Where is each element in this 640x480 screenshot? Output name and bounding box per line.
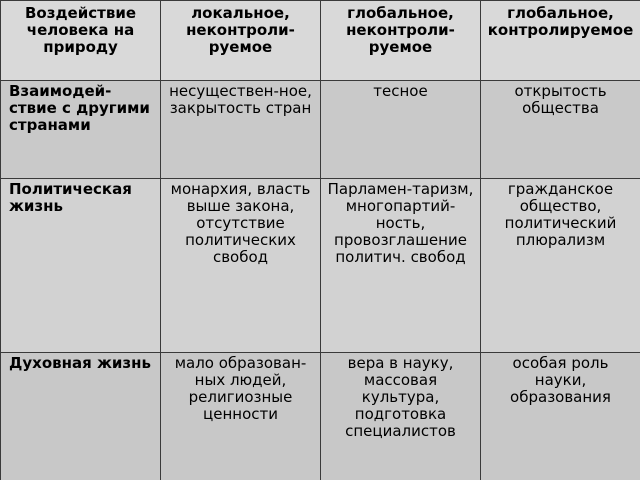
table-cell: мало образован-ных людей, религиозные ценности [161,353,321,480]
row-label-foreign-relations: Взаимодей-ствие с другими странами [1,81,161,179]
table-cell: Парламен-таризм, многопартий-ность, провозглашение политич. свобод [321,179,481,353]
table-row [1,179,640,353]
table-row [1,81,640,179]
table-cell: тесное [321,81,481,179]
row-label-political-life: Политическая жизнь [1,179,161,353]
header-cell-global-uncontrolled: глобальное, неконтроли-руемое [321,1,481,81]
table-cell: открытость общества [481,81,640,179]
row-label-spiritual-life: Духовная жизнь [1,353,161,480]
table-cell: вера в науку, массовая культура, подготовка специалистов [321,353,481,480]
header-cell-local-uncontrolled: локальное, неконтроли-руемое [161,1,321,81]
table-cell: особая роль науки, образования [481,353,640,480]
header-cell-global-controlled: глобальное, контролируемое [481,1,640,81]
table-cell: монархия, власть выше закона, отсутствие политических свобод [161,179,321,353]
header-cell-impact-on-nature: Воздействие человека на природу [1,1,161,81]
table-header-row [1,1,640,81]
table-cell: несуществен-ное, закрытость стран [161,81,321,179]
table-row [1,353,640,480]
table-cell: гражданское общество, политический плюрализм [481,179,640,353]
